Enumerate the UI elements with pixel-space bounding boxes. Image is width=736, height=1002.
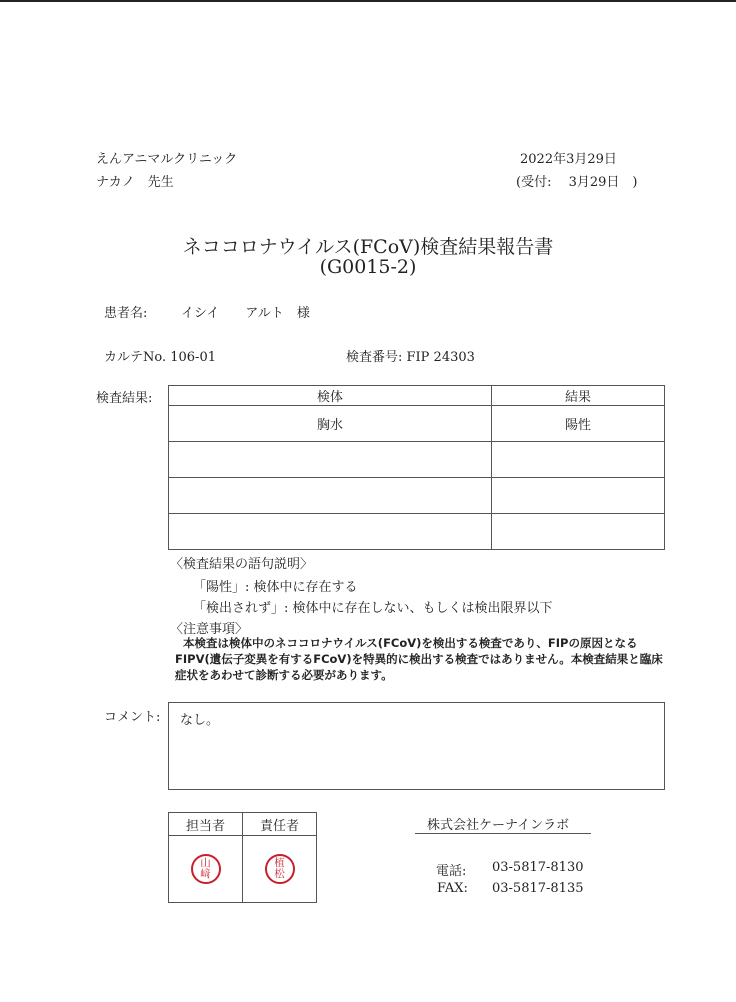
company-underline bbox=[415, 833, 591, 834]
header-result: 結果 bbox=[492, 386, 665, 406]
glossary-heading: 〈検査結果の語句説明〉 bbox=[170, 557, 314, 572]
stamp-header-manager: 責任者 bbox=[243, 813, 317, 836]
clinic-name: えんアニマルクリニック bbox=[96, 152, 238, 167]
report-date: 2022年3月29日 bbox=[520, 152, 617, 167]
table-row bbox=[169, 406, 665, 442]
comment-box bbox=[168, 702, 665, 790]
patient-label: 患者名: bbox=[104, 306, 148, 321]
glossary-not-detected: 「検出されず」: 検体中に存在しない、もしくは検出限界以下 bbox=[193, 601, 553, 616]
specimen-cell: 胸水 bbox=[169, 406, 492, 442]
table-row bbox=[169, 478, 665, 514]
patient-name: イシイ アルト 様 bbox=[181, 306, 310, 321]
fax-number: 03-5817-8135 bbox=[492, 881, 584, 896]
top-border bbox=[0, 0, 736, 2]
exam-number: 検査番号: FIP 24303 bbox=[346, 350, 475, 365]
specimen-cell bbox=[169, 478, 492, 514]
tel-number: 03-5817-8130 bbox=[492, 860, 584, 875]
result-cell bbox=[492, 478, 665, 514]
results-header-row bbox=[169, 386, 665, 406]
seal-yamazaki: 山 﨑 bbox=[191, 854, 221, 884]
specimen-cell bbox=[169, 442, 492, 478]
report-title: ネココロナウイルス(FCoV)検査結果報告書 bbox=[182, 236, 554, 258]
results-label: 検査結果: bbox=[96, 391, 153, 406]
header-specimen: 検体 bbox=[169, 386, 492, 406]
caution-heading: 〈注意事項〉 bbox=[170, 622, 249, 637]
caution-text: 本検査は検体中のネココロナウイルス(FCoV)を検出する検査であり、FIPの原因となるFIPV(遺伝子変異を有するFCoV)を特異的に検出する検査ではありません。本検査結果と臨床症状をあわせて診断する必要があります。 bbox=[175, 636, 663, 682]
table-row bbox=[169, 514, 665, 550]
seal-uematsu: 植 松 bbox=[265, 854, 295, 884]
specimen-cell bbox=[169, 514, 492, 550]
company-name: 株式会社ケーナインラボ bbox=[427, 818, 570, 833]
stamp-cell-staff bbox=[169, 836, 243, 903]
fax-label: FAX: bbox=[437, 881, 468, 896]
comment-label: コメント: bbox=[104, 710, 161, 725]
comment-text: なし。 bbox=[180, 713, 220, 728]
table-row bbox=[169, 442, 665, 478]
tel-label: 電話: bbox=[436, 864, 467, 879]
report-code: (G0015-2) bbox=[319, 256, 417, 278]
doctor-name: ナカノ 先生 bbox=[96, 175, 174, 190]
approval-stamps bbox=[168, 812, 317, 903]
stamp-cell-manager bbox=[243, 836, 317, 903]
result-cell: 陽性 bbox=[492, 406, 665, 442]
results-table bbox=[168, 385, 665, 550]
glossary-positive: 「陽性」: 検体中に存在する bbox=[193, 580, 358, 595]
stamp-header-staff: 担当者 bbox=[169, 813, 243, 836]
result-cell bbox=[492, 442, 665, 478]
received-date: (受付: 3月29日 ) bbox=[516, 175, 638, 190]
result-cell bbox=[492, 514, 665, 550]
karte-number: カルテNo. 106-01 bbox=[104, 350, 216, 365]
